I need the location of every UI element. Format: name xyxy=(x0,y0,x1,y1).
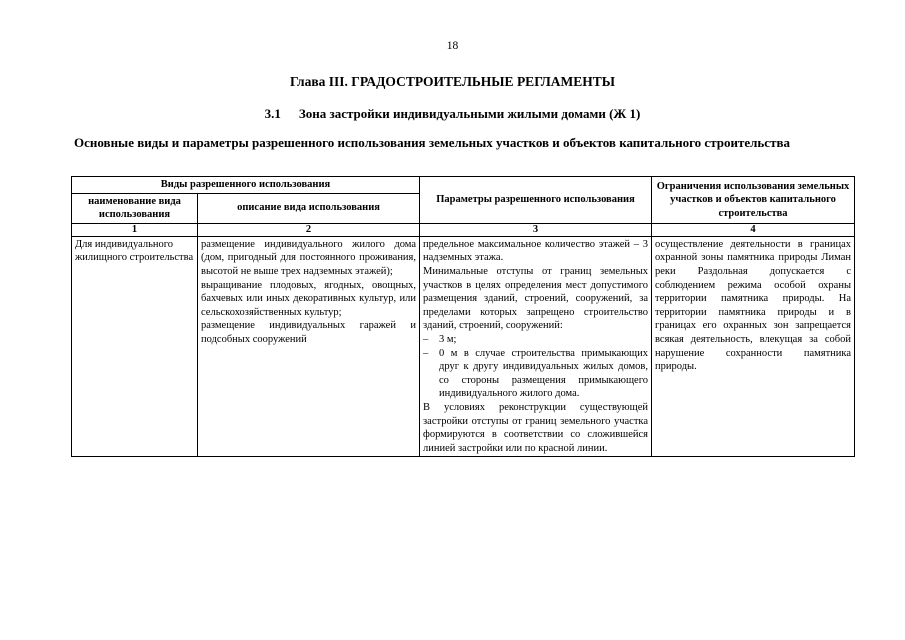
header-usage-types: Виды разрешенного использования xyxy=(72,177,420,194)
parameters-paragraph: В условиях реконструкции существующей застройки отступы от границ земельного участка формируются в соответствии со сложившейся линией застройки или по красной линии. xyxy=(423,401,649,454)
description-line: выращивание плодовых, ягодных, овощных, бахчевых или иных декоративных культур, или сельскохозяйственных культур; xyxy=(201,279,417,318)
regulations-table xyxy=(71,176,855,457)
header-usage-description: описание вида использования xyxy=(198,193,420,223)
subheading: Основные виды и параметры разрешенного использования земельных участков и объектов капитального строительства xyxy=(74,135,790,150)
cell-usage-description xyxy=(198,236,420,457)
parameters-paragraph: Минимальные отступы от границ земельных участков в целях определения мест допустимого размещения зданий, строений, сооружений, за пределами которых запрещено строительство зданий, строений, сооружений: xyxy=(423,265,649,332)
header-row-group xyxy=(72,177,855,194)
header-restrictions: Ограничения использования земельных участков и объектов капитального строительства xyxy=(652,177,855,224)
column-number: 1 xyxy=(72,223,198,236)
bullet-text: 0 м в случае строительства примыкающих друг к другу индивидуальных жилых домов, со стороны размещения примыкающего индивидуального жилого дома. xyxy=(439,347,649,400)
section-title xyxy=(0,106,905,122)
cell-parameters xyxy=(420,236,652,457)
description-line: размещение индивидуальных гаражей и подсобных сооружений xyxy=(201,320,417,345)
section-number: 3.1 xyxy=(264,106,281,121)
parameters-bullet xyxy=(423,333,648,347)
parameters-bullet xyxy=(423,347,648,401)
column-number-row xyxy=(72,223,855,236)
column-number: 4 xyxy=(652,223,855,236)
column-number: 3 xyxy=(420,223,652,236)
page-number: 18 xyxy=(446,40,459,52)
cell-usage-name: Для индивидуального жилищного строительства xyxy=(72,236,198,457)
cell-restrictions: осуществление деятельности в границах охранной зоны памятника природы Лиман реки Раздольная допускается с соблюдением режима особой охраны территории памятника природы. На территории памятника природы и в границах его охранных зон запрещается всякая деятельность, влекущая за собой нарушение сохранности памятника природы. xyxy=(652,236,855,457)
bullet-dash: – xyxy=(423,333,429,345)
parameters-paragraph: предельное максимальное количество этажей – 3 надземных этажа. xyxy=(423,238,649,264)
column-number: 2 xyxy=(198,223,420,236)
description-line: размещение индивидуального жилого дома (дом, пригодный для постоянного проживания, высотой не выше трех надземных этажей); xyxy=(201,238,417,277)
table-row xyxy=(72,236,855,457)
header-usage-name: наименование вида использования xyxy=(72,193,198,223)
chapter-title: Глава III. ГРАДОСТРОИТЕЛЬНЫЕ РЕГЛАМЕНТЫ xyxy=(289,74,616,89)
bullet-dash: – xyxy=(423,347,429,359)
header-parameters: Параметры разрешенного использования xyxy=(420,177,652,224)
section-title-text: Зона застройки индивидуальными жилыми домами (Ж 1) xyxy=(298,106,641,121)
bullet-text: 3 м; xyxy=(439,333,457,345)
